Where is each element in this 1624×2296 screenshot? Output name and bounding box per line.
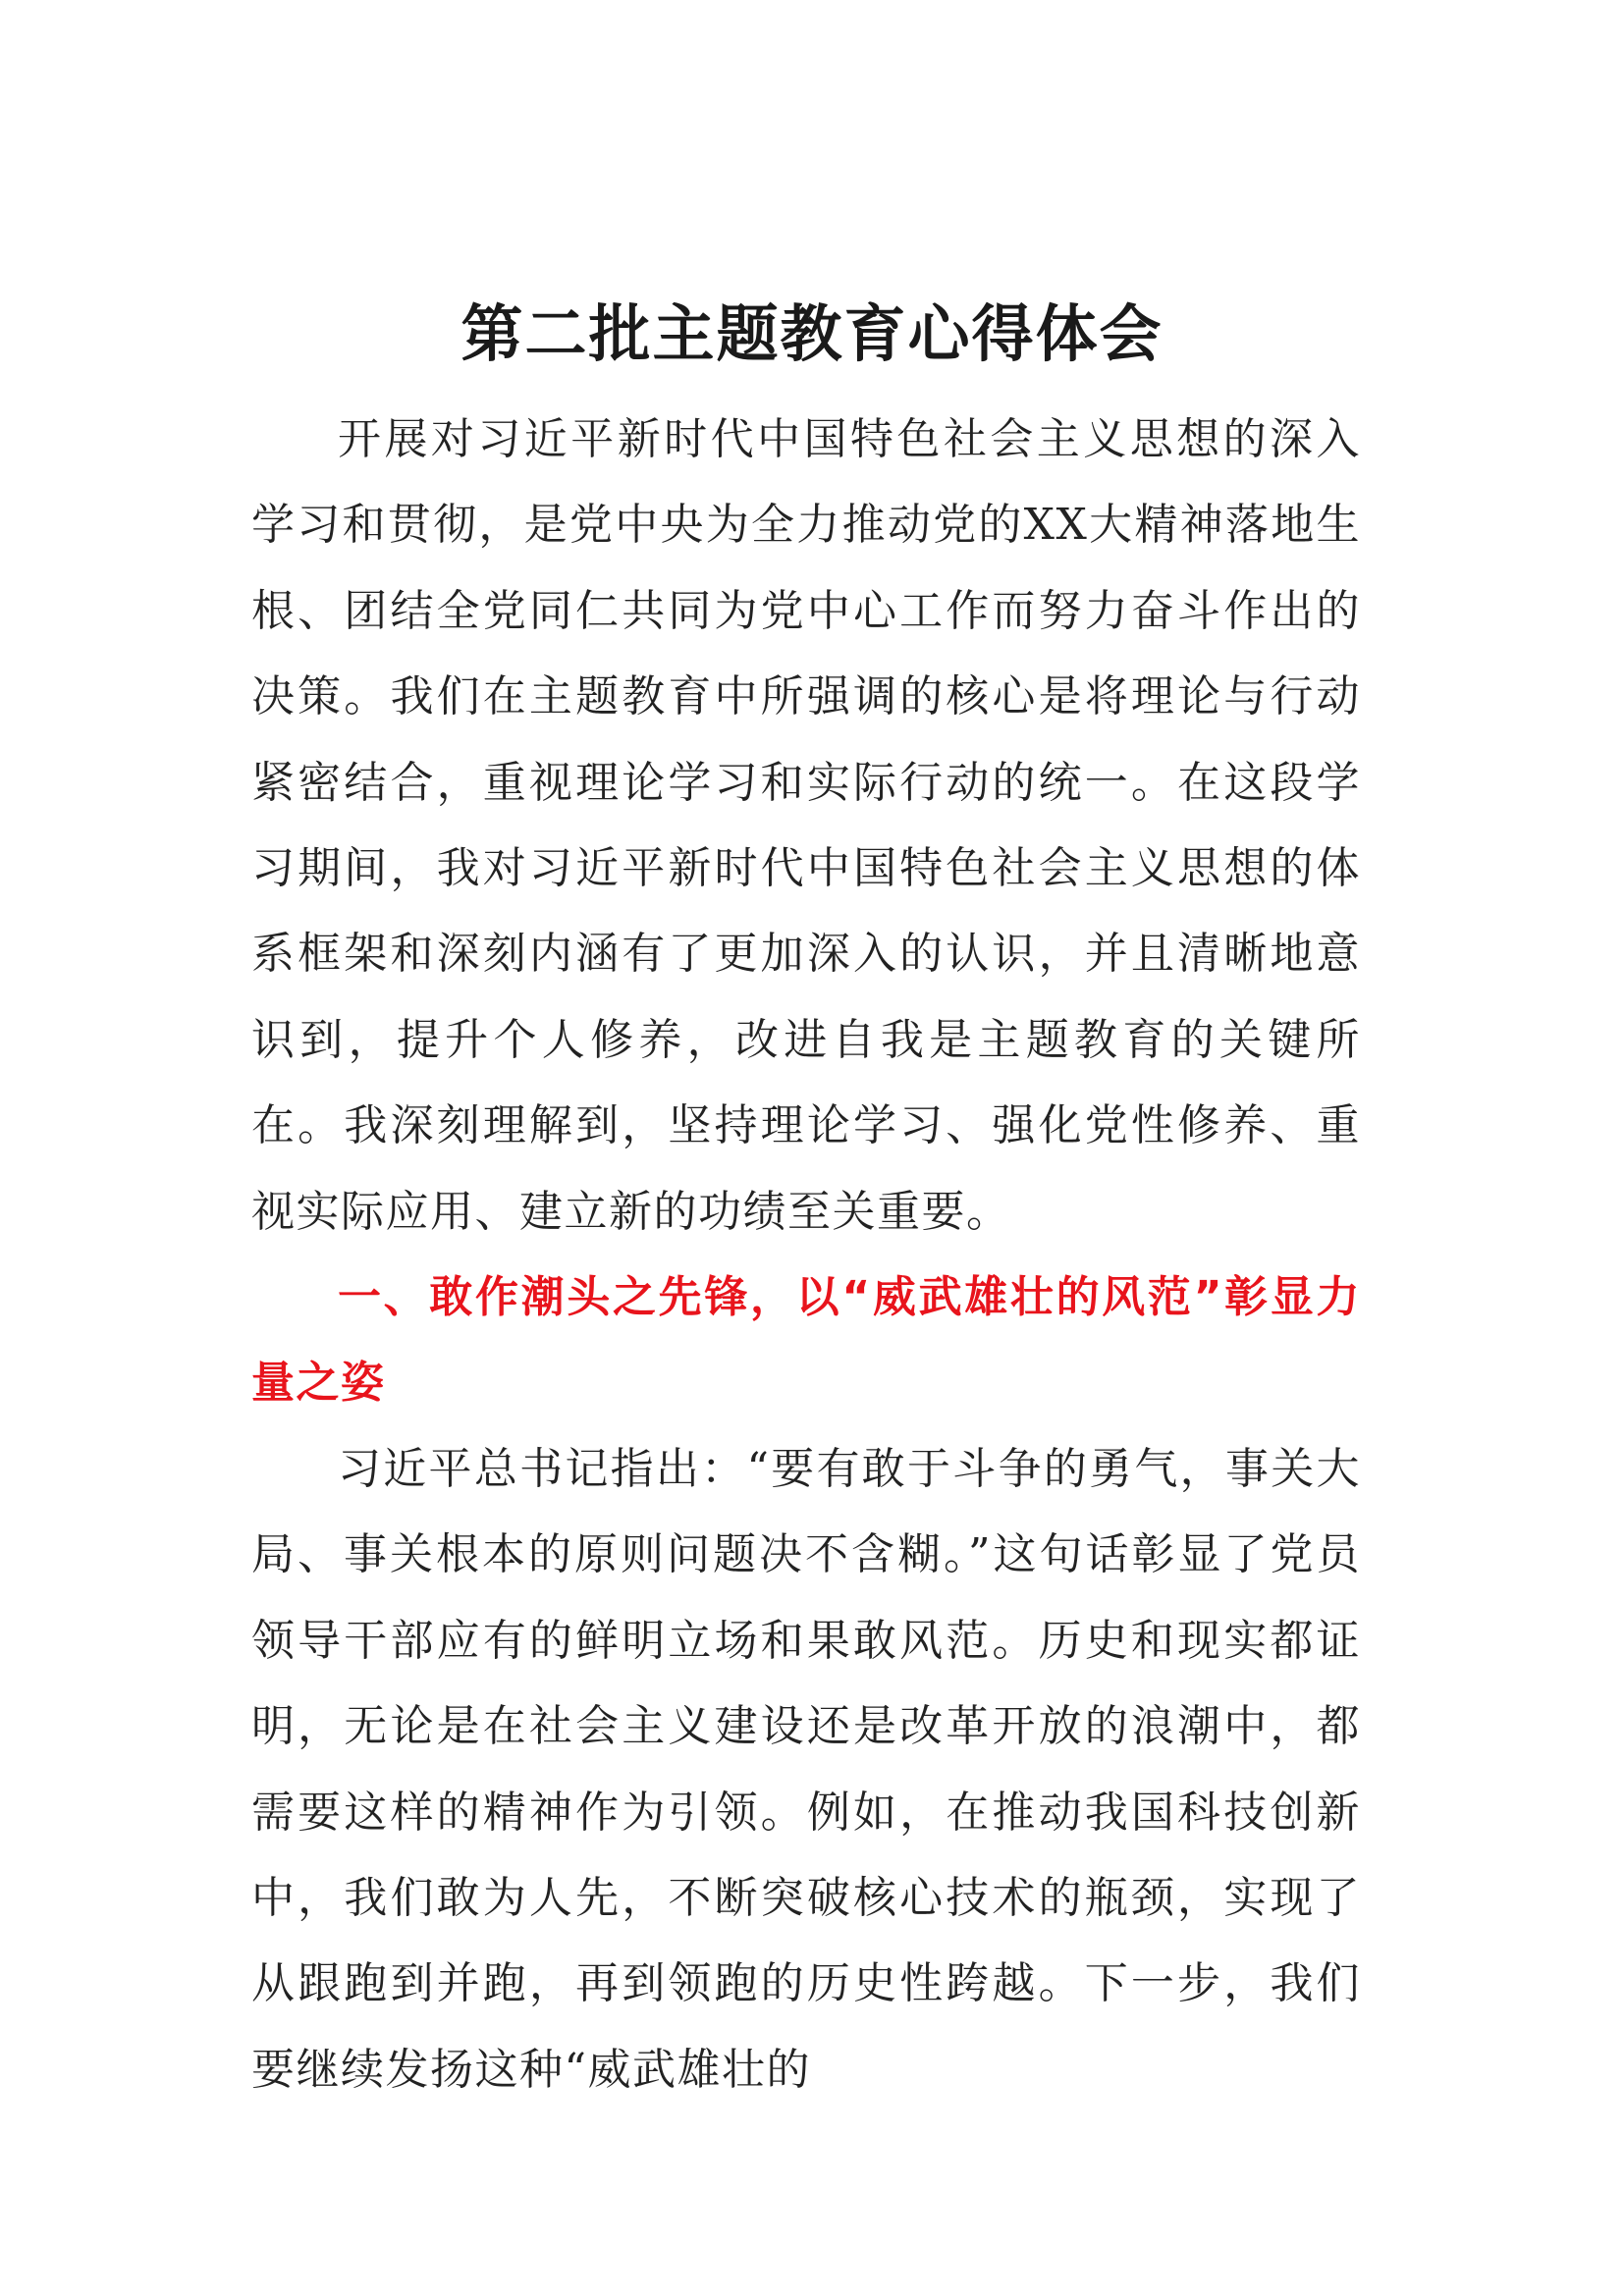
document-body xyxy=(251,397,1361,2112)
section-1-paragraph: 习近平总书记指出：“要有敢于斗争的勇气，事关大局、事关根本的原则问题决不含糊。”这句话彰显了党员领导干部应有的鲜明立场和果敢风范。历史和现实都证明，无论是在社会主义建设还是改革开放的浪潮中，都需要这样的精神作为引领。例如，在推动我国科技创新中，我们敢为人先，不断突破核心技术的瓶颈，实现了从跟跑到并跑，再到领跑的历史性跨越。下一步，我们要继续发扬这种“威武雄壮的 xyxy=(251,1443,1361,2095)
section-heading-1: 一、敢作潮头之先锋，以“威武雄壮的风范”彰显力量之姿 xyxy=(251,1272,1361,1409)
intro-paragraph: 开展对习近平新时代中国特色社会主义思想的深入学习和贯彻，是党中央为全力推动党的XX大精神落地生根、团结全党同仁共同为党中心工作而努力奋斗作出的决策。我们在主题教育中所强调的核心是将理论与行动紧密结合，重视理论学习和实际行动的统一。在这段学习期间，我对习近平新时代中国特色社会主义思想的体系框架和深刻内涵有了更加深入的认识，并且清晰地意识到，提升个人修养，改进自我是主题教育的关键所在。我深刻理解到，坚持理论学习、强化党性修养、重视实际应用、建立新的功绩至关重要。 xyxy=(251,414,1361,1237)
document-title: 第二批主题教育心得体会 xyxy=(460,297,1164,371)
